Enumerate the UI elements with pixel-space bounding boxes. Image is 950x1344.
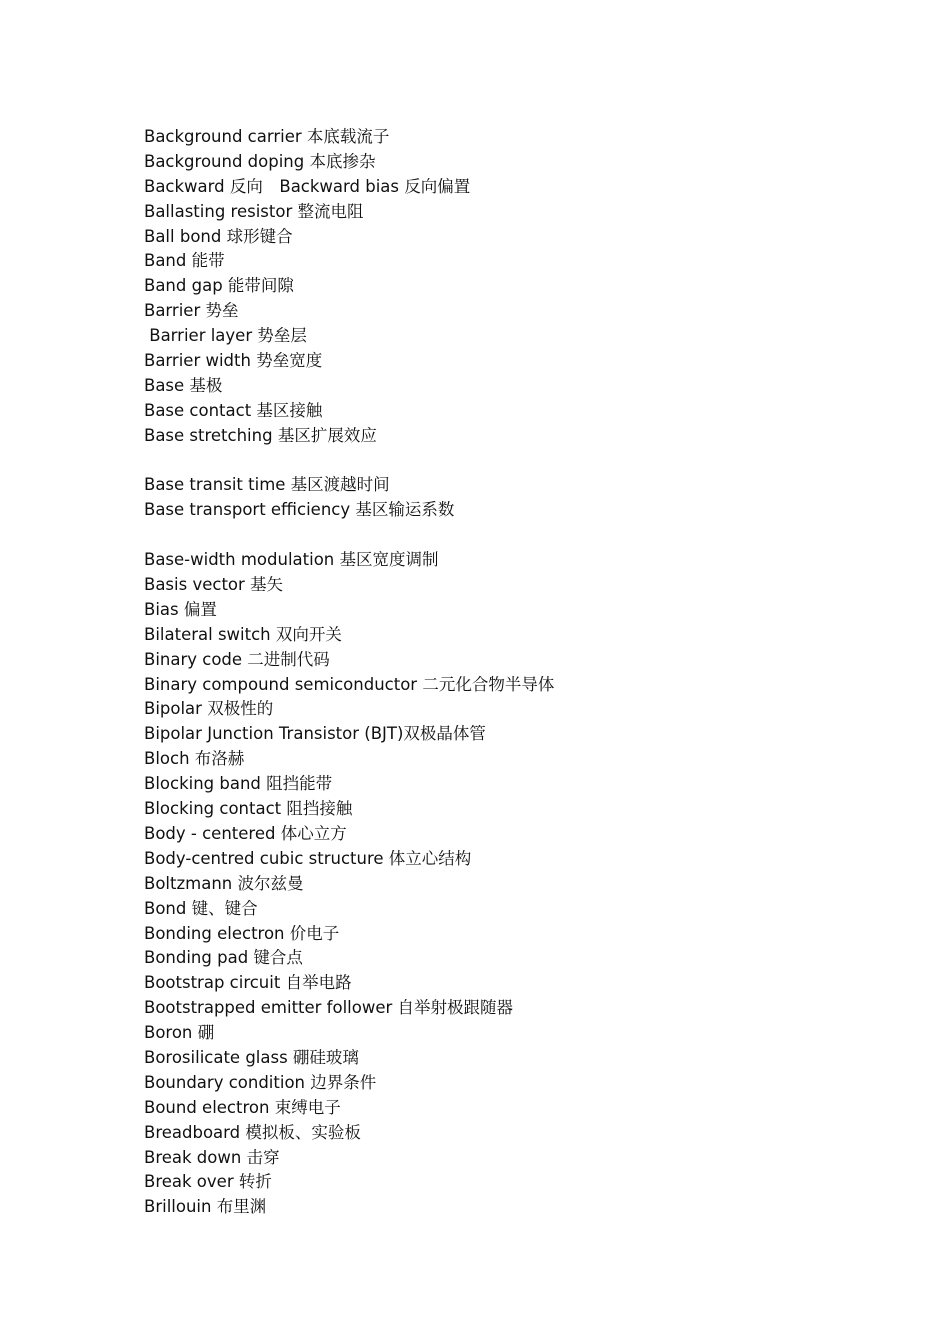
glossary-entry: Bias 偏置 <box>144 599 217 619</box>
glossary-entry: Bloch 布洛赫 <box>144 749 245 769</box>
glossary-entry: Base-width modulation 基区宽度调制 <box>144 550 439 570</box>
glossary-entry: Bipolar Junction Transistor (BJT)双极晶体管 <box>144 724 486 744</box>
blank-line <box>144 523 554 548</box>
glossary-entry: Barrier layer 势垒层 <box>144 326 307 346</box>
glossary-entry: Ballasting resistor 整流电阻 <box>144 201 364 221</box>
glossary-entry: Barrier 势垒 <box>144 301 239 321</box>
glossary-entry: Breadboard 模拟板、实验板 <box>144 1122 361 1142</box>
glossary-entry: Bound electron 束缚电子 <box>144 1097 341 1117</box>
glossary-list <box>144 125 554 1220</box>
glossary-entry: Blocking contact 阻挡接触 <box>144 799 353 819</box>
glossary-entry: Base transit time 基区渡越时间 <box>144 475 390 495</box>
glossary-entry: Boundary condition 边界条件 <box>144 1072 377 1092</box>
glossary-entry: Base contact 基区接触 <box>144 400 323 420</box>
glossary-entry: Band gap 能带间隙 <box>144 276 294 296</box>
glossary-entry: Binary code 二进制代码 <box>144 649 330 669</box>
glossary-entry: Brillouin 布里渊 <box>144 1197 267 1217</box>
glossary-entry: Band 能带 <box>144 251 225 271</box>
glossary-entry: Base 基极 <box>144 375 223 395</box>
glossary-entry: Basis vector 基矢 <box>144 575 284 595</box>
glossary-entry: Borosilicate glass 硼硅玻璃 <box>144 1047 359 1067</box>
glossary-entry: Background doping 本底掺杂 <box>144 151 376 171</box>
glossary-entry: Bipolar 双极性的 <box>144 699 274 719</box>
glossary-entry: Break down 击穿 <box>144 1147 280 1167</box>
glossary-entry: Bootstrap circuit 自举电路 <box>144 973 352 993</box>
glossary-entry: Boron 硼 <box>144 1023 215 1043</box>
glossary-entry: Barrier width 势垒宽度 <box>144 351 323 371</box>
glossary-entry: Blocking band 阻挡能带 <box>144 774 333 794</box>
glossary-entry: Bilateral switch 双向开关 <box>144 624 342 644</box>
glossary-entry: Backward 反向 Backward bias 反向偏置 <box>144 176 471 196</box>
glossary-entry: Bootstrapped emitter follower 自举射极跟随器 <box>144 998 514 1018</box>
glossary-entry: Break over 转折 <box>144 1172 272 1192</box>
glossary-entry: Base transport efficiency 基区输运系数 <box>144 500 455 520</box>
glossary-entry: Body-centred cubic structure 体立心结构 <box>144 848 472 868</box>
glossary-entry: Ball bond 球形键合 <box>144 226 293 246</box>
glossary-entry: Background carrier 本底载流子 <box>144 127 390 146</box>
glossary-entry: Base stretching 基区扩展效应 <box>144 425 377 445</box>
glossary-entry: Bond 键、键合 <box>144 898 258 918</box>
blank-line <box>144 449 554 474</box>
glossary-entry: Body - centered 体心立方 <box>144 823 347 843</box>
glossary-entry: Bonding pad 键合点 <box>144 948 303 968</box>
glossary-entry: Binary compound semiconductor 二元化合物半导体 <box>144 674 555 694</box>
glossary-entry: Bonding electron 价电子 <box>144 923 340 943</box>
glossary-entry: Boltzmann 波尔兹曼 <box>144 873 304 893</box>
